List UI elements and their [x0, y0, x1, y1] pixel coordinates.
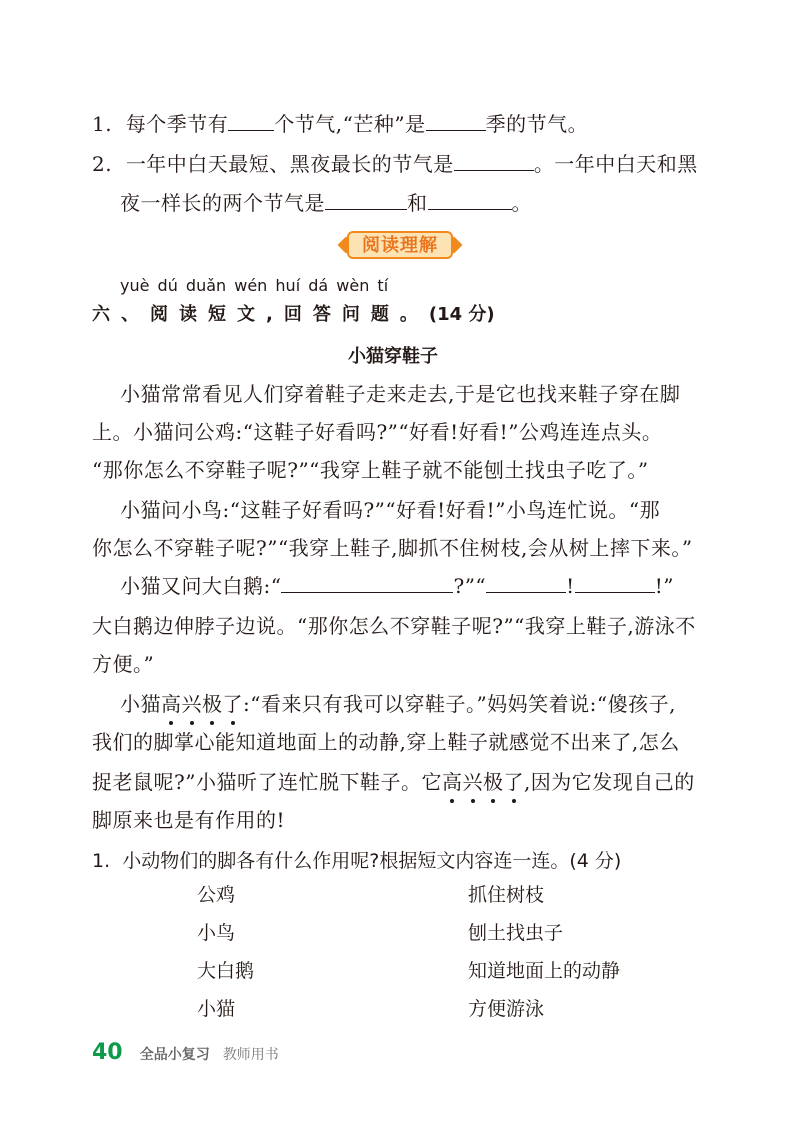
match-right-item[interactable]: 知道地面上的动静 — [468, 960, 621, 982]
question-text: 和 — [407, 191, 428, 215]
section-heading — [92, 300, 495, 326]
story-line: 上。小猫问公鸡:“这鞋子好看吗?”“好看!好看!”公鸡连连点头。 — [92, 420, 663, 444]
answer-blank[interactable] — [486, 591, 566, 593]
emphasis-char: 极 — [482, 770, 504, 794]
story-title: 小猫穿鞋子 — [348, 346, 438, 367]
book-subtitle: 教师用书 — [222, 1047, 279, 1063]
story-line-with-blanks — [120, 570, 674, 599]
page-footer — [92, 1040, 279, 1065]
question-number: 2. — [92, 152, 113, 176]
story-line: “那你怎么不穿鞋子呢?”“我穿上鞋子就不能刨土找虫子吃了。” — [92, 458, 649, 482]
emphasized-phrase — [161, 692, 243, 716]
answer-blank[interactable] — [325, 208, 407, 210]
emphasis-char: 极 — [202, 692, 223, 716]
story-line-emphasis — [92, 766, 695, 795]
story-line-emphasis — [120, 688, 676, 717]
story-line: 小猫常常看见人们穿着鞋子走来走去,于是它也找来鞋子穿在脚 — [120, 382, 681, 406]
emphasis-char: 兴 — [462, 770, 483, 794]
story-line: 你怎么不穿鞋子呢?”“我穿上鞋子,脚抓不住树枝,会从树上摔下来。” — [92, 536, 693, 560]
question-text: 每个季节有 — [125, 112, 229, 136]
section-score: (14 分) — [428, 304, 495, 325]
story-text: !” — [654, 574, 674, 598]
story-text: 捉老鼠呢?”小猫听了连忙脱下鞋子。它 — [92, 770, 442, 794]
reading-comprehension-banner — [337, 228, 463, 264]
match-right-item[interactable]: 方便游泳 — [468, 998, 545, 1020]
story-line: 脚原来也是有作用的! — [92, 808, 286, 832]
emphasized-phrase — [442, 770, 524, 794]
story-text: ?”“ — [453, 574, 487, 598]
question-text: 一年中白天最短、黑夜最长的节气是 — [125, 152, 454, 176]
question-number: 1. — [92, 112, 113, 136]
answer-blank[interactable] — [575, 591, 655, 593]
story-line: 小猫问小鸟:“这鞋子好看吗?”“好看!好看!”小鸟连忙说。“那 — [120, 498, 661, 522]
question-text: 季的节气。 — [485, 112, 589, 136]
emphasis-char: 高 — [161, 692, 182, 716]
page-number: 40 — [92, 1040, 123, 1065]
story-text: ,因为它发现自己的 — [523, 770, 695, 794]
emphasis-char: 高 — [441, 770, 463, 794]
answer-blank[interactable] — [454, 169, 534, 171]
match-right-item[interactable]: 抓住树枝 — [468, 884, 545, 906]
emphasis-char: 了 — [503, 770, 524, 794]
question-text: 小动物们的脚各有什么作用呢?根据短文内容连一连。(4 分) — [122, 850, 622, 872]
match-left-item[interactable]: 小猫 — [197, 998, 236, 1020]
question-number: 1. — [92, 850, 111, 872]
matching-question — [92, 846, 621, 873]
question-text: 夜一样长的两个节气是 — [120, 191, 325, 215]
match-left-item[interactable]: 公鸡 — [197, 884, 236, 906]
match-left-item[interactable]: 大白鹅 — [197, 960, 255, 982]
question-2-line2 — [120, 187, 532, 216]
answer-blank[interactable] — [281, 591, 453, 593]
question-1-seasons — [92, 108, 588, 137]
answer-blank[interactable] — [428, 208, 512, 210]
story-line: 我们的脚掌心能知道地面上的动静,穿上鞋子就感觉不出来了,怎么 — [92, 730, 680, 754]
section-heading-text: 六、阅读短文,回答问题。 — [92, 304, 429, 325]
answer-blank[interactable] — [426, 129, 486, 131]
story-line: 方便。” — [92, 652, 155, 676]
emphasis-dots — [161, 692, 243, 716]
story-text: :“看来只有我可以穿鞋子。”妈妈笑着说:“傻孩子, — [243, 692, 677, 716]
question-2-solar-terms — [92, 148, 698, 177]
match-left-item[interactable]: 小鸟 — [197, 922, 236, 944]
answer-blank[interactable] — [228, 129, 274, 131]
story-text: 小猫又问大白鹅:“ — [120, 574, 282, 598]
story-line: 大白鹅边伸脖子边说。“那你怎么不穿鞋子呢?”“我穿上鞋子,游泳不 — [92, 614, 696, 638]
question-text: 个节气,“芒种”是 — [274, 112, 426, 136]
section-pinyin: yuè dú duǎn wén huí dá wèn tí — [120, 276, 389, 295]
match-right-item[interactable]: 刨土找虫子 — [468, 922, 564, 944]
story-text: ! — [566, 574, 575, 598]
book-title: 全品小复习 — [139, 1047, 210, 1063]
emphasis-char: 了 — [222, 692, 243, 716]
banner-label: 阅读理解 — [362, 235, 438, 256]
emphasis-char: 兴 — [181, 692, 202, 716]
story-text: 小猫 — [120, 692, 161, 716]
question-text: 。一年中白天和黑 — [533, 152, 698, 176]
question-text: 。 — [511, 191, 532, 215]
